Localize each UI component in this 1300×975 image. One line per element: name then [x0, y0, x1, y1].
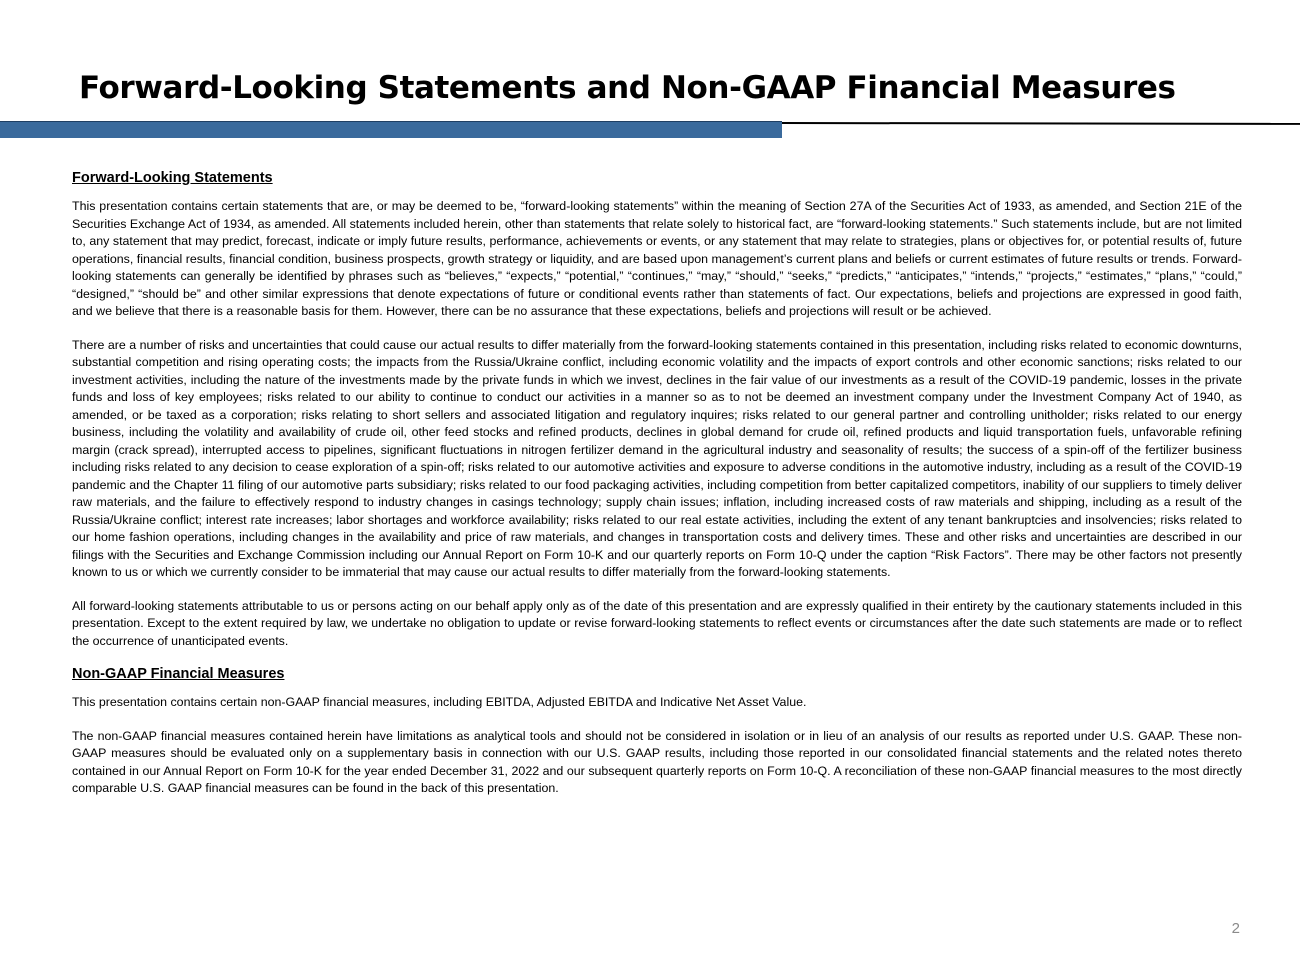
page-number: 2 — [1231, 920, 1240, 937]
section-heading-forward-looking: Forward-Looking Statements — [72, 170, 273, 186]
paragraph-non-gaap-measures: This presentation contains certain non-GAAP financial measures, including EBITDA, Adjusted EBITDA and Indicative Net Asset Value. — [72, 695, 807, 709]
paragraph-risk-factors: There are a number of risks and uncertainties that could cause our actual results to differ materially from the forward-looking statements contained in this presentation, including risks related to economic downturns, substantial competition and rising operating costs; the impacts from the Russia/Ukraine conflict, including economic volatility and the impacts of export controls and other economic sanctions; risks related to our investment activities, including the nature of the investments made by the private funds in which we invest, declines in the fair value of our investments as a result of the COVID-19 pandemic, losses in the private funds and loss of key employees; risks related to our ability to continue to conduct our activities in a manner so as to not be deemed an investment company under the Investment Company Act of 1940, as amended, or be taxed as a corporation; risks relating to short sellers and associated litigation and regulatory inquires; risks related to our general partner and controlling unitholder; risks related to our energy business, including the volatility and availability of crude oil, other feed stocks and refined products, declines in global demand for crude oil, refined products and liquid transportation fuels, unfavorable refining margin (crack spread), interrupted access to pipelines, significant fluctuations in nitrogen fertilizer demand in the agricultural industry and seasonality of results; the success of a spin-off of the fertilizer business including risks related to any decision to cease exploration of a spin-off; risks related to our automotive activities and exposure to adverse conditions in the automotive industry, including as a result of the COVID-19 pandemic and the Chapter 11 filing of our automotive parts subsidiary; risks related to our food packaging activities, including competition from better capitalized competitors, inability of our suppliers to timely deliver raw materials, and the failure to effectively respond to industry changes in casings technology; supply chain issues; inflation, including increased costs of raw materials and shipping, including as a result of the Russia/Ukraine conflict; interest rate increases; labor shortages and workforce availability; risks related to our real estate activities, including the extent of any tenant bankruptcies and insolvencies; risks related to our home fashion operations, including changes in the availability and price of raw materials, and changes in transportation costs and delivery times. These and other risks and uncertainties are described in our filings with the Securities and Exchange Commission including our Annual Report on Form 10-K and our quarterly reports on Form 10-Q under the caption “Risk Factors”. There may be other factors not presently known to us or which we currently consider to be immaterial that may cause our actual results to differ materially from the forward-looking statements. — [72, 337, 1242, 579]
title-accent-bar — [0, 122, 782, 138]
paragraph-non-gaap-limitations: The non-GAAP financial measures contained herein have limitations as analytical tools and should not be considered in isolation or in lieu of an analysis of our results as reported under U.S. GAAP. These non-GAAP measures should be evaluated only on a supplementary basis in connection with our U.S. GAAP results, including those reported in our consolidated financial statements and the related notes thereto contained in our Annual Report on Form 10-K for the year ended December 31, 2022 and our subsequent quarterly reports on Form 10-Q. A reconciliation of these non-GAAP financial measures to the most directly comparable U.S. GAAP financial measures can be found in the back of this presentation. — [72, 728, 1242, 795]
paragraph-qualification: All forward-looking statements attributable to us or persons acting on our behalf apply only as of the date of this presentation and are expressly qualified in their entirety by the cautionary statements included in this presentation. Except to the extent required by law, we undertake no obligation to update or revise forward-looking statements to reflect events or circumstances after the date such statements are made or to reflect the occurrence of unanticipated events. — [72, 598, 1242, 648]
page-title: Forward-Looking Statements and Non-GAAP Financial Measures — [79, 70, 1176, 106]
title-divider-line — [782, 122, 1300, 125]
slide-body — [72, 168, 1242, 814]
section-heading-non-gaap: Non-GAAP Financial Measures — [72, 666, 285, 682]
paragraph-forward-looking-intro: This presentation contains certain statements that are, or may be deemed to be, “forward-looking statements” within the meaning of Section 27A of the Securities Act of 1933, as amended, and Section 21E of the Securities Exchange Act of 1934, as amended. All statements included herein, other than statements that relate solely to historical fact, are “forward-looking statements.” Such statements include, but are not limited to, any statement that may predict, forecast, indicate or imply future results, performance, achievements or events, or any statement that may relate to strategies, plans or objectives for, or potential results of, future operations, financial results, financial condition, business prospects, growth strategy or liquidity, and are based upon management’s current plans and beliefs or current estimates of future results or trends. Forward-looking statements can generally be identified by phrases such as “believes,” “expects,” “potential,” “continues,” “may,” “should,” “seeks,” “predicts,” “anticipates,” “intends,” “projects,” “estimates,” “plans,” “could,” “designed,” “should be” and other similar expressions that denote expectations of future or conditional events rather than statements of fact. Our expectations, beliefs and projections are expressed in good faith, and we believe that there is a reasonable basis for them. However, there can be no assurance that these expectations, beliefs and projections will result or be achieved. — [72, 199, 1242, 318]
